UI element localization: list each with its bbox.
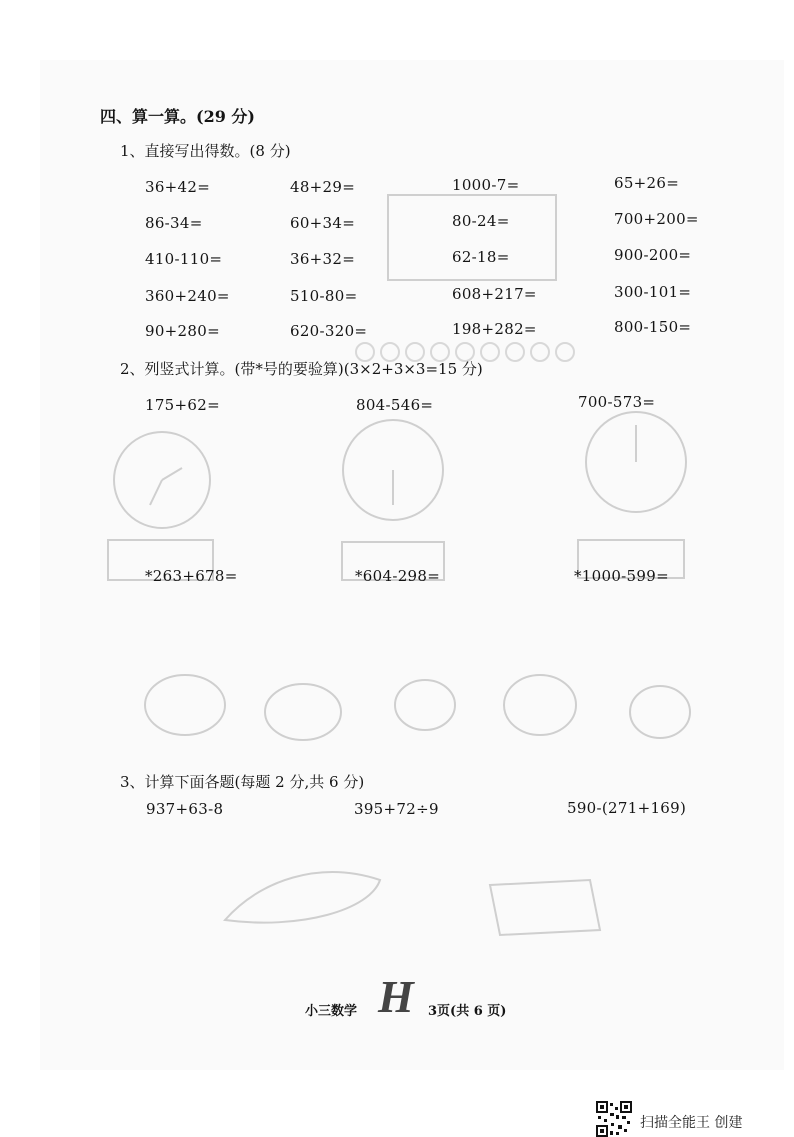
problem-r1-c4: 65+26=	[614, 174, 680, 192]
problem-r4-c3: 608+217=	[452, 285, 537, 303]
problem-r2-c4: 700+200=	[614, 210, 699, 228]
problem-r1-c1: 36+42=	[145, 178, 211, 196]
part2-title: 2、列竖式计算。(带*号的要验算)(3×2+3×3=15 分)	[120, 360, 483, 378]
problem-r3-c4: 900-200=	[614, 246, 692, 264]
brand-mark: H	[378, 971, 414, 1022]
part1-title: 1、直接写出得数。(8 分)	[120, 142, 291, 160]
mixed-calc-3: 590-(271+169)	[567, 799, 687, 817]
footer-page-number: 3页(共 6 页)	[428, 1004, 507, 1019]
qr-code-icon	[596, 1101, 632, 1137]
section-heading: 四、算一算。(29 分)	[100, 107, 255, 126]
mixed-calc-1: 937+63-8	[146, 800, 224, 818]
problem-r1-c3: 1000-7=	[452, 176, 520, 194]
problem-r1-c2: 48+29=	[290, 178, 356, 196]
problem-r5-c1: 90+280=	[145, 322, 220, 340]
vertical-calc-3: 700-573=	[578, 393, 656, 411]
vertical-calc-check-1: *263+678=	[145, 567, 238, 585]
vertical-calc-check-3: *1000-599=	[574, 567, 669, 585]
problem-r2-c3: 80-24=	[452, 212, 510, 230]
watermark-label: 扫描全能王 创建	[640, 1115, 743, 1131]
footer-subject: 小三数学	[305, 1004, 358, 1019]
part3-title: 3、计算下面各题(每题 2 分,共 6 分)	[120, 773, 365, 791]
mixed-calc-2: 395+72÷9	[354, 800, 439, 818]
problem-r4-c1: 360+240=	[145, 287, 230, 305]
vertical-calc-1: 175+62=	[145, 396, 220, 414]
vertical-calc-2: 804-546=	[356, 396, 434, 414]
problem-r5-c4: 800-150=	[614, 318, 692, 336]
problem-r4-c2: 510-80=	[290, 287, 358, 305]
vertical-calc-check-2: *604-298=	[355, 567, 441, 585]
problem-r5-c3: 198+282=	[452, 320, 537, 338]
problem-r4-c4: 300-101=	[614, 283, 692, 301]
problem-r3-c3: 62-18=	[452, 248, 510, 266]
problem-r2-c2: 60+34=	[290, 214, 356, 232]
problem-r2-c1: 86-34=	[145, 214, 203, 232]
problem-r3-c2: 36+32=	[290, 250, 356, 268]
problem-r3-c1: 410-110=	[145, 250, 223, 268]
problem-r5-c2: 620-320=	[290, 322, 368, 340]
